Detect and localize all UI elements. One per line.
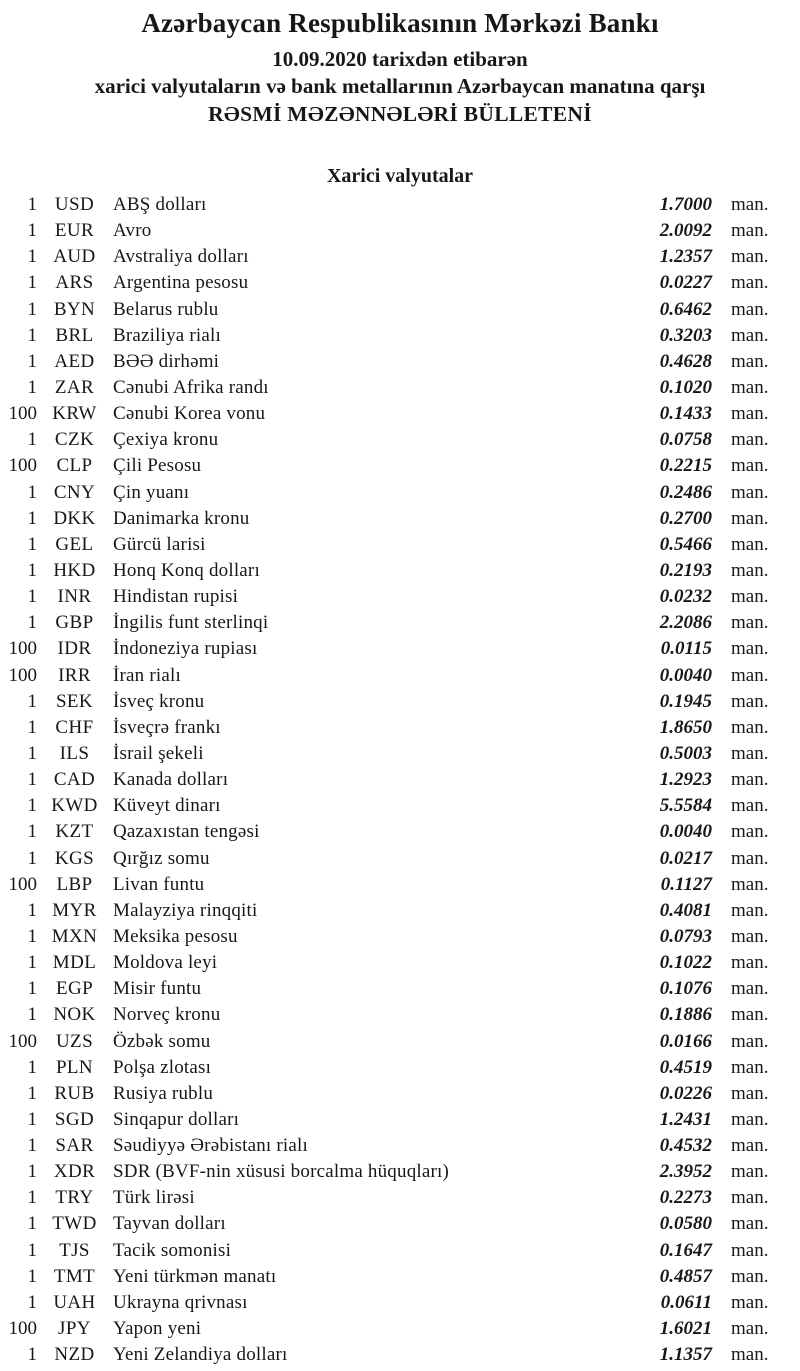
row-quantity: 1 <box>27 821 37 843</box>
row-currency-code: KZT <box>55 821 94 843</box>
row-quantity: 1 <box>27 716 37 738</box>
row-currency-name: Malayziya rinqqiti <box>113 899 258 921</box>
table-row <box>0 689 800 715</box>
table-row <box>0 610 800 636</box>
row-currency-name: Cənubi Korea vonu <box>113 403 266 425</box>
row-currency-code: TRY <box>55 1187 94 1209</box>
row-unit-label: man. <box>731 1108 769 1130</box>
row-currency-name: Argentina pesosu <box>113 272 249 294</box>
row-currency-code: CZK <box>54 429 95 451</box>
row-unit-label: man. <box>731 586 769 608</box>
row-rate-value: 0.4857 <box>659 1265 712 1287</box>
row-quantity: 1 <box>27 1265 37 1287</box>
row-rate-value: 0.0217 <box>659 847 712 869</box>
table-row <box>0 793 800 819</box>
row-unit-label: man. <box>731 1213 769 1235</box>
row-unit-label: man. <box>731 1187 769 1209</box>
row-rate-value: 1.2923 <box>659 769 712 791</box>
row-rate-value: 1.6021 <box>659 1318 712 1340</box>
row-quantity: 100 <box>8 664 37 686</box>
row-quantity: 1 <box>27 847 37 869</box>
row-quantity: 1 <box>27 1082 37 1104</box>
table-row <box>0 1238 800 1264</box>
row-rate-value: 0.5003 <box>659 742 712 764</box>
table-row <box>0 1316 800 1342</box>
table-row <box>0 819 800 845</box>
row-unit-label: man. <box>731 925 769 947</box>
row-currency-code: AUD <box>53 246 96 268</box>
row-currency-code: CHF <box>55 716 94 738</box>
row-rate-value: 0.1945 <box>659 690 712 712</box>
table-row <box>0 924 800 950</box>
table-row <box>0 506 800 532</box>
table-row <box>0 584 800 610</box>
table-row <box>0 1342 800 1368</box>
row-quantity: 1 <box>27 246 37 268</box>
row-rate-value: 1.1357 <box>659 1344 712 1366</box>
row-unit-label: man. <box>731 1082 769 1104</box>
row-quantity: 1 <box>27 376 37 398</box>
row-unit-label: man. <box>731 664 769 686</box>
row-currency-name: Küveyt dinarı <box>113 795 221 817</box>
row-rate-value: 0.2486 <box>659 481 712 503</box>
row-quantity: 1 <box>27 769 37 791</box>
row-rate-value: 0.0793 <box>659 925 712 947</box>
row-currency-name: Özbək somu <box>113 1030 211 1052</box>
row-unit-label: man. <box>731 638 769 660</box>
row-quantity: 1 <box>27 1239 37 1261</box>
row-rate-value: 0.2273 <box>659 1187 712 1209</box>
row-currency-code: SAR <box>55 1135 94 1157</box>
row-unit-label: man. <box>731 272 769 294</box>
row-currency-name: Braziliya rialı <box>113 324 221 346</box>
row-unit-label: man. <box>731 1291 769 1313</box>
row-quantity: 1 <box>27 586 37 608</box>
row-currency-name: Yeni Zelandiya dolları <box>113 1344 288 1366</box>
table-row <box>0 898 800 924</box>
row-currency-code: INR <box>57 586 92 608</box>
row-currency-code: TWD <box>52 1213 97 1235</box>
row-quantity: 1 <box>27 220 37 242</box>
row-currency-code: CLP <box>56 455 93 477</box>
row-rate-value: 0.0580 <box>659 1213 712 1235</box>
row-currency-name: Yeni türkmən manatı <box>113 1265 277 1287</box>
row-currency-name: Cənubi Afrika randı <box>113 376 269 398</box>
row-quantity: 1 <box>27 1187 37 1209</box>
row-currency-name: Norveç kronu <box>113 1004 221 1026</box>
table-row <box>0 1055 800 1081</box>
row-quantity: 1 <box>27 1344 37 1366</box>
row-unit-label: man. <box>731 1135 769 1157</box>
row-rate-value: 0.0611 <box>660 1291 712 1313</box>
row-unit-label: man. <box>731 952 769 974</box>
row-unit-label: man. <box>731 1161 769 1183</box>
effective-date-line: 10.09.2020 tarixdən etibarən <box>272 47 528 71</box>
row-quantity: 1 <box>27 559 37 581</box>
table-row <box>0 244 800 270</box>
table-row <box>0 636 800 662</box>
row-quantity: 1 <box>27 481 37 503</box>
row-rate-value: 2.2086 <box>659 612 712 634</box>
row-quantity: 1 <box>27 795 37 817</box>
row-quantity: 1 <box>27 899 37 921</box>
row-unit-label: man. <box>731 821 769 843</box>
row-rate-value: 0.1647 <box>659 1239 712 1261</box>
row-rate-value: 0.0040 <box>659 664 712 686</box>
row-quantity: 100 <box>8 455 37 477</box>
row-quantity: 1 <box>27 1161 37 1183</box>
row-currency-code: PLN <box>55 1056 94 1078</box>
row-quantity: 1 <box>27 350 37 372</box>
row-unit-label: man. <box>731 194 769 215</box>
row-currency-code: MYR <box>52 899 97 921</box>
row-rate-value: 0.0166 <box>659 1030 712 1052</box>
row-quantity: 1 <box>27 952 37 974</box>
row-currency-name: İndoneziya rupiası <box>113 638 258 660</box>
row-unit-label: man. <box>731 742 769 764</box>
row-unit-label: man. <box>731 429 769 451</box>
row-currency-code: NZD <box>54 1344 95 1366</box>
table-row <box>0 976 800 1002</box>
row-currency-code: TMT <box>53 1265 96 1287</box>
row-unit-label: man. <box>731 350 769 372</box>
table-row <box>0 872 800 898</box>
row-quantity: 1 <box>27 1291 37 1313</box>
row-currency-code: DKK <box>53 507 96 529</box>
row-unit-label: man. <box>731 376 769 398</box>
table-row <box>0 1029 800 1055</box>
row-currency-code: KRW <box>52 403 97 425</box>
row-rate-value: 2.3952 <box>659 1161 712 1183</box>
row-currency-name: Kanada dolları <box>113 769 229 791</box>
row-rate-value: 0.2700 <box>659 507 712 529</box>
row-quantity: 1 <box>27 925 37 947</box>
row-currency-code: KWD <box>51 795 98 817</box>
row-currency-name: Avstraliya dolları <box>113 246 249 268</box>
row-quantity: 1 <box>27 324 37 346</box>
row-currency-name: Hindistan rupisi <box>113 586 239 608</box>
row-unit-label: man. <box>731 847 769 869</box>
table-row <box>0 1107 800 1133</box>
row-rate-value: 0.0232 <box>659 586 712 608</box>
row-currency-code: ARS <box>55 272 94 294</box>
table-row <box>0 1133 800 1159</box>
row-currency-name: Tacik somonisi <box>113 1239 232 1261</box>
row-unit-label: man. <box>731 612 769 634</box>
row-quantity: 1 <box>27 690 37 712</box>
row-quantity: 1 <box>27 1004 37 1026</box>
row-currency-name: İran rialı <box>113 664 181 686</box>
row-quantity: 100 <box>8 638 37 660</box>
row-unit-label: man. <box>731 533 769 555</box>
row-unit-label: man. <box>731 1004 769 1026</box>
row-rate-value: 0.4081 <box>659 899 712 921</box>
table-row <box>0 741 800 767</box>
table-row <box>0 715 800 741</box>
row-currency-name: Meksika pesosu <box>113 925 238 947</box>
row-quantity: 100 <box>8 1318 37 1340</box>
row-unit-label: man. <box>731 899 769 921</box>
row-currency-name: BƏƏ dirhəmi <box>113 350 220 372</box>
row-currency-code: IRR <box>58 664 91 686</box>
row-currency-code: XDR <box>53 1161 96 1183</box>
row-rate-value: 0.0226 <box>659 1082 712 1104</box>
row-currency-code: MDL <box>52 952 97 974</box>
row-unit-label: man. <box>731 1344 769 1366</box>
row-rate-value: 1.8650 <box>659 716 712 738</box>
row-currency-code: KGS <box>54 847 95 869</box>
table-row <box>0 453 800 479</box>
row-rate-value: 0.4519 <box>659 1056 712 1078</box>
table-row <box>0 1081 800 1107</box>
row-unit-label: man. <box>731 1239 769 1261</box>
row-currency-name: Qırğız somu <box>113 847 210 869</box>
row-rate-value: 5.5584 <box>659 795 712 817</box>
row-rate-value: 0.2193 <box>659 559 712 581</box>
row-rate-value: 2.0092 <box>659 220 712 242</box>
row-currency-name: Moldova leyi <box>113 952 218 974</box>
row-currency-code: SGD <box>54 1108 95 1130</box>
row-currency-code: UZS <box>55 1030 94 1052</box>
table-row <box>0 663 800 689</box>
row-currency-name: İsveçrə frankı <box>113 716 221 738</box>
table-row <box>0 192 800 218</box>
rates-table <box>0 192 800 1368</box>
table-row <box>0 1290 800 1316</box>
row-unit-label: man. <box>731 690 769 712</box>
row-currency-code: SEK <box>55 690 94 712</box>
row-currency-name: ABŞ dolları <box>113 194 207 215</box>
row-rate-value: 0.0115 <box>660 638 712 660</box>
row-unit-label: man. <box>731 873 769 895</box>
row-currency-name: Danimarka kronu <box>113 507 250 529</box>
table-row <box>0 323 800 349</box>
row-currency-code: BYN <box>53 298 96 320</box>
page-title: Azərbaycan Respublikasının Mərkəzi Bankı <box>141 8 659 38</box>
table-row <box>0 480 800 506</box>
table-row <box>0 767 800 793</box>
row-unit-label: man. <box>731 559 769 581</box>
row-currency-code: GBP <box>55 612 94 634</box>
row-quantity: 1 <box>27 429 37 451</box>
row-rate-value: 1.7000 <box>659 194 712 215</box>
row-unit-label: man. <box>731 1318 769 1340</box>
row-quantity: 1 <box>27 1108 37 1130</box>
row-quantity: 100 <box>8 1030 37 1052</box>
row-unit-label: man. <box>731 978 769 1000</box>
row-currency-name: SDR (BVF-nin xüsusi borcalma hüquqları) <box>113 1161 450 1183</box>
row-unit-label: man. <box>731 769 769 791</box>
row-currency-code: CNY <box>53 481 96 503</box>
row-currency-name: Polşa zlotası <box>113 1056 212 1078</box>
row-quantity: 1 <box>27 194 37 215</box>
table-row <box>0 427 800 453</box>
table-row <box>0 349 800 375</box>
row-currency-code: TJS <box>59 1239 90 1261</box>
row-rate-value: 0.1020 <box>659 376 712 398</box>
row-currency-code: GEL <box>55 533 94 555</box>
row-currency-name: Tayvan dolları <box>113 1213 226 1235</box>
row-rate-value: 0.1076 <box>659 978 712 1000</box>
row-currency-name: Ukrayna qrivnası <box>113 1291 248 1313</box>
row-rate-value: 0.1127 <box>660 873 712 895</box>
row-currency-name: Qazaxıstan tengəsi <box>113 821 260 843</box>
table-row <box>0 950 800 976</box>
row-rate-value: 0.0040 <box>659 821 712 843</box>
table-row <box>0 1002 800 1028</box>
row-quantity: 1 <box>27 978 37 1000</box>
row-quantity: 1 <box>27 533 37 555</box>
row-currency-name: Türk lirəsi <box>113 1187 195 1209</box>
row-currency-name: İsrail şekeli <box>113 742 204 764</box>
row-currency-code: AED <box>54 350 95 372</box>
table-row <box>0 218 800 244</box>
row-unit-label: man. <box>731 298 769 320</box>
row-rate-value: 0.0227 <box>659 272 712 294</box>
table-row <box>0 297 800 323</box>
row-currency-name: Livan funtu <box>113 873 205 895</box>
row-currency-code: JPY <box>58 1318 91 1340</box>
row-rate-value: 0.1886 <box>659 1004 712 1026</box>
section-title-foreign-currencies: Xarici valyutalar <box>326 165 474 187</box>
table-row <box>0 1185 800 1211</box>
row-currency-code: EUR <box>54 220 95 242</box>
row-currency-name: Belarus rublu <box>113 298 219 320</box>
row-rate-value: 1.2431 <box>659 1108 712 1130</box>
row-rate-value: 0.1022 <box>659 952 712 974</box>
row-rate-value: 0.1433 <box>659 403 712 425</box>
row-rate-value: 1.2357 <box>659 246 712 268</box>
row-currency-name: Çili Pesosu <box>113 455 202 477</box>
row-unit-label: man. <box>731 1056 769 1078</box>
bulletin-title: RƏSMİ MƏZƏNNƏLƏRİ BÜLLETENİ <box>208 102 592 126</box>
row-rate-value: 0.4628 <box>659 350 712 372</box>
row-currency-name: Misir funtu <box>113 978 202 1000</box>
row-currency-code: UAH <box>53 1291 96 1313</box>
table-row <box>0 270 800 296</box>
row-currency-code: ZAR <box>54 376 95 398</box>
row-currency-name: Gürcü larisi <box>113 533 206 555</box>
subtitle-line: xarici valyutaların və bank metallarının Azərbaycan manatına qarşı <box>94 74 706 98</box>
row-currency-code: RUB <box>54 1082 95 1104</box>
row-currency-name: Avro <box>113 220 152 242</box>
row-currency-code: LBP <box>56 873 93 895</box>
row-currency-code: IDR <box>57 638 92 660</box>
row-currency-name: Səudiyyə Ərəbistanı rialı <box>113 1135 308 1157</box>
row-currency-name: Yapon yeni <box>113 1318 202 1340</box>
row-currency-name: Çin yuanı <box>113 481 190 503</box>
row-unit-label: man. <box>731 507 769 529</box>
row-currency-code: ILS <box>59 742 90 764</box>
row-unit-label: man. <box>731 455 769 477</box>
row-currency-code: MXN <box>51 925 98 947</box>
row-unit-label: man. <box>731 795 769 817</box>
row-unit-label: man. <box>731 403 769 425</box>
row-currency-code: NOK <box>53 1004 96 1026</box>
row-quantity: 1 <box>27 298 37 320</box>
table-row <box>0 1159 800 1185</box>
table-row <box>0 1211 800 1237</box>
table-row <box>0 558 800 584</box>
row-rate-value: 0.5466 <box>659 533 712 555</box>
row-rate-value: 0.2215 <box>659 455 712 477</box>
row-currency-code: USD <box>54 194 95 215</box>
row-currency-name: İsveç kronu <box>113 690 205 712</box>
row-currency-code: HKD <box>53 559 96 581</box>
row-currency-name: Rusiya rublu <box>113 1082 214 1104</box>
row-quantity: 1 <box>27 272 37 294</box>
row-rate-value: 0.0758 <box>659 429 712 451</box>
table-row <box>0 375 800 401</box>
row-currency-name: Çexiya kronu <box>113 429 219 451</box>
row-quantity: 100 <box>8 873 37 895</box>
row-currency-code: BRL <box>55 324 94 346</box>
row-rate-value: 0.6462 <box>659 298 712 320</box>
row-quantity: 1 <box>27 1213 37 1235</box>
row-unit-label: man. <box>731 481 769 503</box>
row-quantity: 1 <box>27 507 37 529</box>
row-quantity: 100 <box>8 403 37 425</box>
row-currency-name: Honq Konq dolları <box>113 559 260 581</box>
row-unit-label: man. <box>731 1030 769 1052</box>
table-row <box>0 401 800 427</box>
row-rate-value: 0.3203 <box>659 324 712 346</box>
row-unit-label: man. <box>731 1265 769 1287</box>
row-currency-name: Sinqapur dolları <box>113 1108 240 1130</box>
row-unit-label: man. <box>731 220 769 242</box>
row-currency-code: CAD <box>53 769 96 791</box>
row-quantity: 1 <box>27 742 37 764</box>
row-quantity: 1 <box>27 612 37 634</box>
row-currency-code: EGP <box>55 978 94 1000</box>
row-rate-value: 0.4532 <box>659 1135 712 1157</box>
row-quantity: 1 <box>27 1135 37 1157</box>
row-unit-label: man. <box>731 716 769 738</box>
table-row <box>0 846 800 872</box>
row-unit-label: man. <box>731 324 769 346</box>
row-quantity: 1 <box>27 1056 37 1078</box>
table-row <box>0 1264 800 1290</box>
row-currency-name: İngilis funt sterlinqi <box>113 612 269 634</box>
row-unit-label: man. <box>731 246 769 268</box>
table-row <box>0 532 800 558</box>
